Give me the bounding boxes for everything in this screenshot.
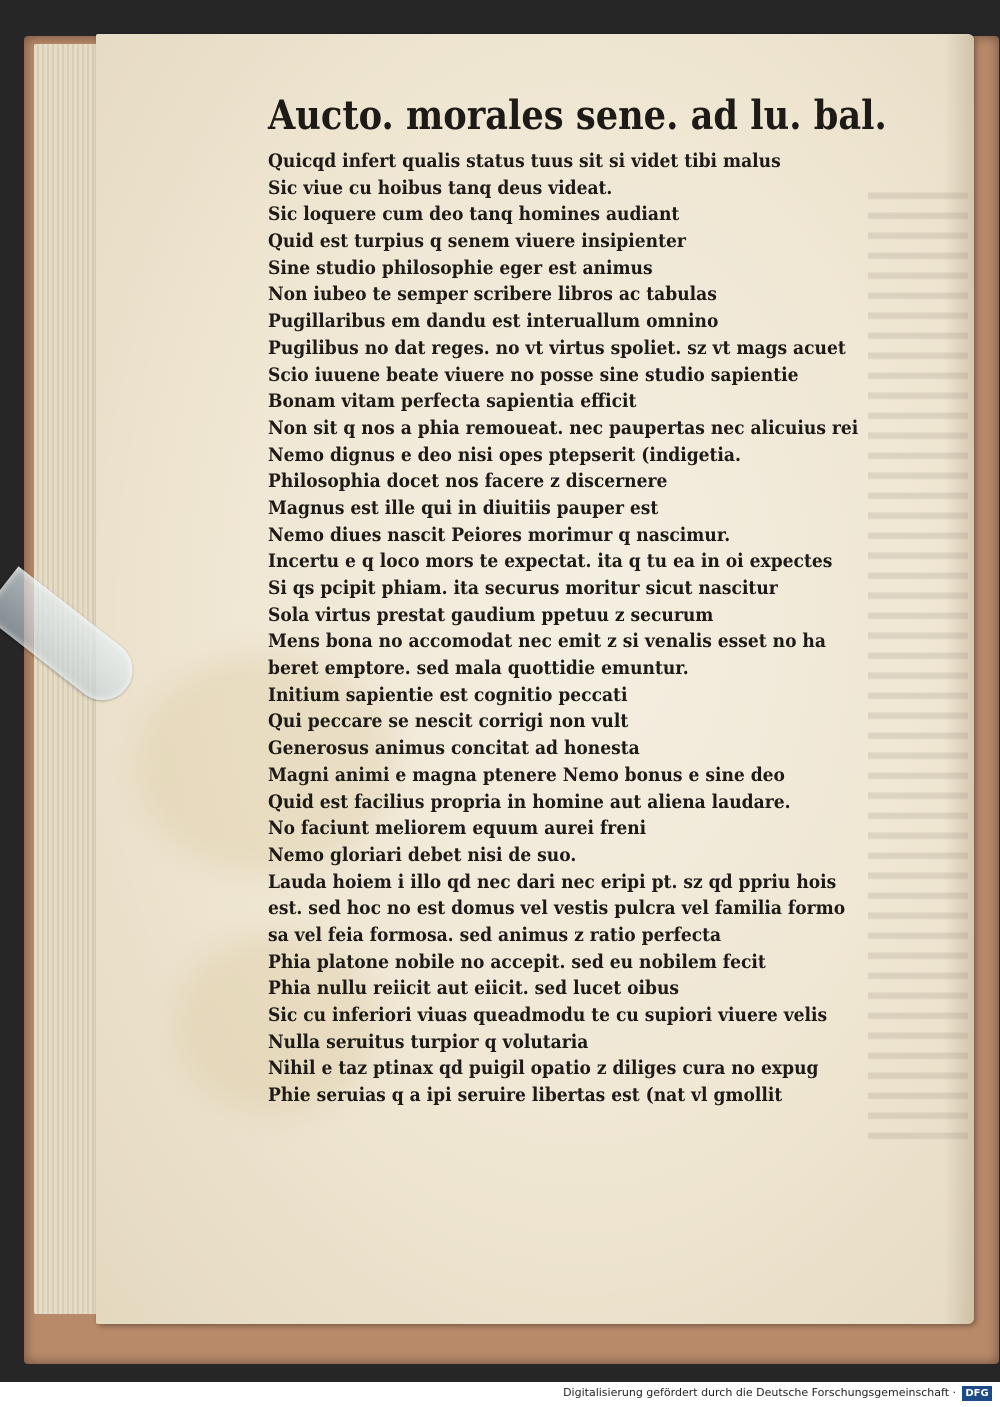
text-line: est. sed hoc no est domus vel vestis pulcra vel familia formo <box>268 897 846 920</box>
text-line: Nulla seruitus turpior q volutaria <box>268 1030 589 1053</box>
text-line: No faciunt meliorem equum aurei freni <box>268 817 647 840</box>
text-line: Quicqd infert qualis status tuus sit si videt tibi malus <box>268 150 781 172</box>
text-line: Quid est facilius propria in homine aut aliena laudare. <box>268 790 791 813</box>
text-line: sa vel feia formosa. sed animus z ratio perfecta <box>268 923 722 946</box>
text-line: beret emptore. sed mala quottidie emuntur. <box>268 657 689 680</box>
text-line: Non iubeo te semper scribere libros ac tabulas <box>268 283 717 306</box>
text-line: Lauda hoiem i illo qd nec dari nec eripi pt. sz qd ppriu hois <box>268 870 837 893</box>
text-line: Si qs pcipit phiam. ita securus moritur sicut nascitur <box>268 577 778 599</box>
text-line: Sine studio philosophie eger est animus <box>268 256 653 279</box>
text-line: Phie seruias q a ipi seruire libertas est (nat vl gmollit <box>268 1084 783 1107</box>
text-line: Phia platone nobile no accepit. sed eu nobilem fecit <box>268 950 766 973</box>
footer-credit: Digitalisierung gefördert durch die Deutsche Forschungsgemeinschaft · <box>563 1386 956 1399</box>
text-line: Scio iuuene beate viuere no posse sine studio sapientie <box>268 363 799 386</box>
text-line: Mens bona no accomodat nec emit z si venalis esset no ha <box>268 630 826 653</box>
text-line: Qui peccare se nescit corrigi non vult <box>268 710 629 733</box>
text-line: Philosophia docet nos facere z discernere <box>268 470 668 493</box>
text-line: Magni animi e magna ptenere Nemo bonus e sine deo <box>268 763 785 786</box>
text-line: Nemo gloriari debet nisi de suo. <box>268 843 577 866</box>
text-line: Nemo dignus e deo nisi opes ptepserit (indigetia. <box>268 443 741 466</box>
dfg-logo: DFG <box>962 1386 992 1401</box>
text-line: Initium sapientie est cognitio peccati <box>268 683 628 706</box>
text-line: Sic viue cu hoibus tanq deus videat. <box>268 176 613 199</box>
text-line: Nemo diues nascit Peiores morimur q nascimur. <box>268 523 731 546</box>
text-lines <box>268 148 872 1109</box>
page-heading: Aucto. morales sene. ad lu. bal. <box>268 92 887 139</box>
text-line: Sic loquere cum deo tanq homines audiant <box>268 203 680 226</box>
text-block <box>268 84 887 1109</box>
text-line: Bonam vitam perfecta sapientia efficit <box>268 390 637 413</box>
text-line: Magnus est ille qui in diuitiis pauper est <box>268 496 659 519</box>
text-line: Sola virtus prestat gaudium ppetuu z securum <box>268 603 714 626</box>
text-line: Incertu e q loco mors te expectat. ita q tu ea in oi expectes <box>268 550 833 573</box>
text-line: Pugillaribus em dandu est interuallum omnino <box>268 310 719 333</box>
text-line: Non sit q nos a phia remoueat. nec paupertas nec alicuius rei <box>268 416 859 439</box>
text-line: Generosus animus concitat ad honesta <box>268 737 640 760</box>
text-line: Quid est turpius q senem viuere insipienter <box>268 230 686 253</box>
text-line: Phia nullu reiicit aut eiicit. sed lucet oibus <box>268 977 680 1000</box>
text-line: Nihil e taz ptinax qd puigil opatio z diliges cura no expug <box>268 1057 819 1080</box>
text-line: Sic cu inferiori viuas queadmodu te cu supiori viuere velis <box>268 1004 828 1026</box>
show-through-text <box>868 180 968 1140</box>
text-line: Pugilibus no dat reges. no vt virtus spoliet. sz vt mags acuet <box>268 336 846 359</box>
